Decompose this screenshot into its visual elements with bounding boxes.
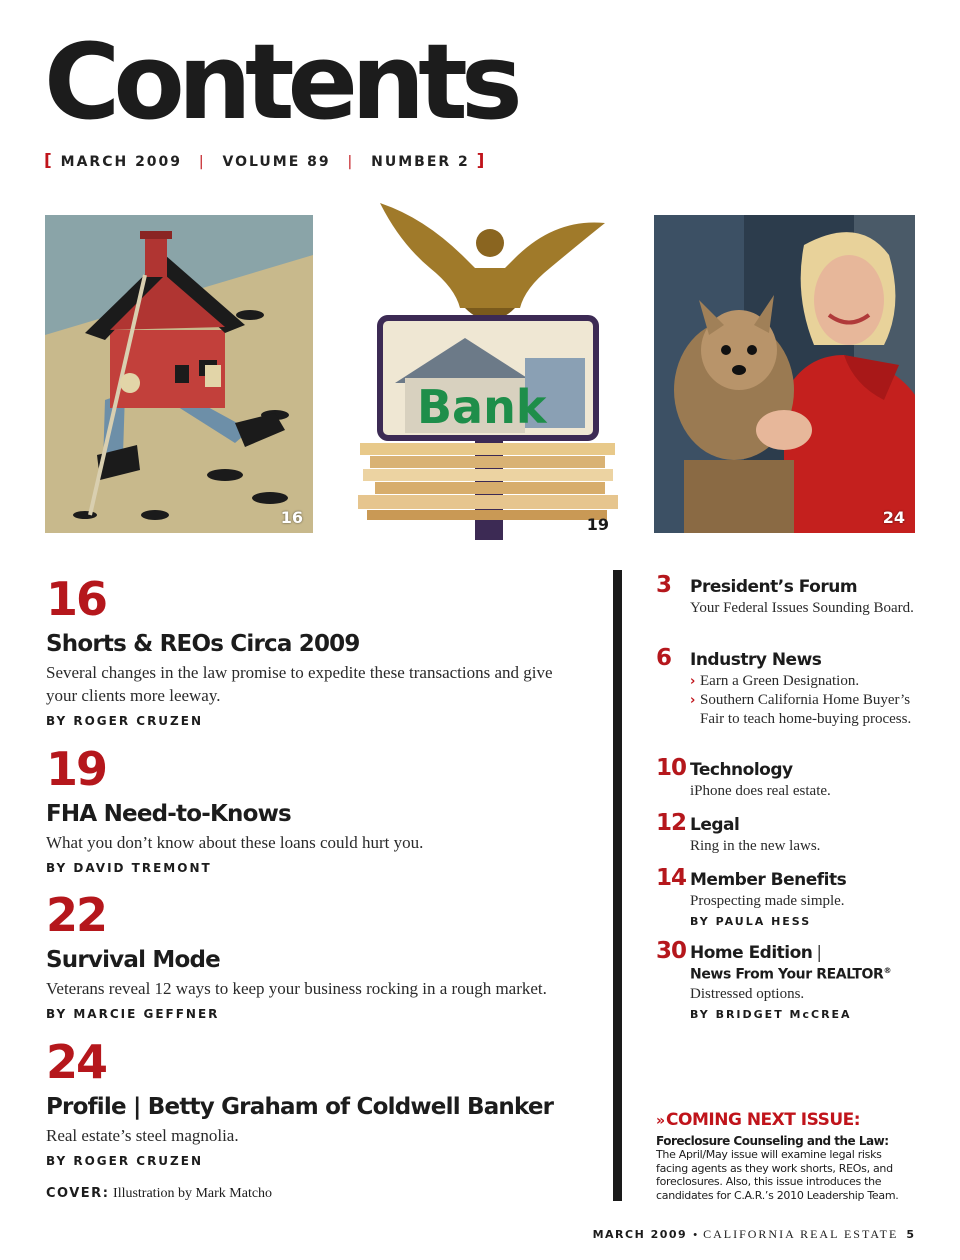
department-page-number: 12: [656, 810, 687, 836]
footer-magazine-name: CALIFORNIA REAL ESTATE: [703, 1227, 899, 1241]
department-byline: BY BRIDGET McCREA: [690, 1007, 852, 1021]
department-title[interactable]: Technology: [690, 760, 793, 780]
issue-number: NUMBER 2: [371, 154, 470, 170]
cover-value: Illustration by Mark Matcho: [113, 1186, 273, 1201]
feature-page-number: 16: [46, 572, 107, 626]
photo-page-number: 16: [280, 508, 303, 527]
issue-info: [44, 151, 486, 171]
issue-volume: VOLUME 89: [222, 154, 331, 170]
issue-separator: |: [198, 154, 206, 170]
department-page-number: 6: [656, 645, 672, 671]
bullet-item: [690, 691, 916, 729]
feature-page-number: 24: [46, 1035, 107, 1089]
feature-page-number: 19: [46, 742, 107, 796]
department-title[interactable]: Industry News: [690, 650, 822, 670]
feature-headline[interactable]: Survival Mode: [46, 947, 220, 973]
registered-mark: ®: [883, 966, 892, 975]
feature-item[interactable]: [46, 1035, 586, 1168]
feature-byline: BY MARCIE GEFFNER: [46, 1007, 220, 1021]
feature-page-number: 22: [46, 888, 107, 942]
page-title: Contents: [44, 21, 516, 143]
next-issue-title: COMING NEXT ISSUE:: [666, 1110, 861, 1130]
department-item[interactable]: [656, 867, 916, 928]
next-issue-body: The April/May issue will examine legal risks facing agents as they work shorts, REOs, and foreclosures. Also, this issue introduces the candidates for C.A.R.’s 2010 Leadership Team.: [656, 1148, 899, 1202]
feature-description: Veterans reveal 12 ways to keep your business rocking in a rough market.: [46, 979, 547, 998]
department-description: Prospecting made simple.: [690, 893, 845, 909]
department-bullets: [656, 672, 916, 729]
feature-item[interactable]: [46, 742, 586, 875]
department-description: Ring in the new laws.: [690, 838, 821, 854]
department-title[interactable]: [690, 943, 822, 963]
eagle-federal-bank-sign-illustration: [355, 198, 623, 540]
cover-credit: [46, 1185, 272, 1202]
bullet-text: Earn a Green Designation.: [700, 673, 860, 689]
sign-bank-text: Bank: [417, 380, 547, 434]
department-byline: BY PAULA HESS: [690, 915, 812, 928]
department-page-number: 3: [656, 572, 672, 598]
feature-headline[interactable]: Profile | Betty Graham of Coldwell Banker: [46, 1094, 554, 1120]
feature-item[interactable]: [46, 572, 586, 728]
feature-image-profile[interactable]: [654, 215, 915, 533]
bracket-open: [: [44, 151, 54, 171]
chevron-right-icon: ›: [690, 674, 696, 689]
column-divider: [613, 570, 622, 1201]
bracket-close: ]: [476, 151, 487, 171]
department-page-number: 10: [656, 755, 687, 781]
department-title[interactable]: Legal: [690, 815, 740, 835]
photo-page-number: 24: [882, 508, 905, 527]
footer-month: MARCH 2009: [592, 1228, 688, 1241]
coming-next-issue: [656, 1110, 916, 1202]
department-title[interactable]: Member Benefits: [690, 870, 847, 890]
bullet-item: [690, 672, 916, 691]
woman-with-yorkie-photo: [654, 215, 915, 533]
issue-month: MARCH 2009: [60, 154, 183, 170]
feature-headline[interactable]: FHA Need-to-Knows: [46, 801, 291, 827]
issue-separator: |: [347, 154, 355, 170]
feature-byline: BY DAVID TREMONT: [46, 861, 212, 875]
feature-byline: BY ROGER CRUZEN: [46, 1154, 203, 1168]
feature-item[interactable]: [46, 888, 586, 1021]
department-description: Your Federal Issues Sounding Board.: [690, 600, 914, 616]
title-separator: |: [816, 943, 822, 963]
double-chevron-icon: »: [656, 1113, 663, 1129]
feature-description: What you don’t know about these loans could hurt you.: [46, 833, 424, 852]
department-title-text: Home Edition: [690, 943, 813, 963]
department-item[interactable]: [656, 812, 916, 856]
photo-page-number: 19: [586, 515, 609, 534]
next-issue-subtitle: Foreclosure Counseling and the Law:: [656, 1134, 889, 1148]
feature-byline: BY ROGER CRUZEN: [46, 714, 203, 728]
cover-label: COVER:: [46, 1186, 110, 1201]
feature-headline[interactable]: Shorts & REOs Circa 2009: [46, 631, 360, 657]
footer-page-number: 5: [906, 1228, 914, 1241]
house-walking-illustration: [45, 215, 313, 533]
feature-image-house[interactable]: [45, 215, 313, 533]
department-subtitle: [656, 966, 916, 983]
chevron-right-icon: ›: [690, 693, 696, 708]
department-title[interactable]: President’s Forum: [690, 577, 858, 597]
feature-description: Several changes in the law promise to expedite these transactions and give your clients more leeway.: [46, 663, 553, 705]
footer-bullet: •: [693, 1229, 698, 1241]
department-description: iPhone does real estate.: [690, 783, 831, 799]
feature-description: Real estate’s steel magnolia.: [46, 1126, 239, 1145]
department-item[interactable]: [656, 757, 916, 801]
bullet-text: Southern California Home Buyer’s Fair to teach home-buying process.: [700, 692, 912, 727]
department-item[interactable]: [656, 940, 916, 1021]
next-issue-heading: [656, 1110, 916, 1130]
department-page-number: 30: [656, 938, 687, 964]
feature-image-bank[interactable]: [355, 198, 623, 540]
department-subtitle-text: News From Your REALTOR: [690, 966, 884, 983]
department-description: Distressed options.: [690, 985, 805, 1002]
department-item[interactable]: [656, 647, 916, 729]
department-page-number: 14: [656, 865, 687, 891]
department-item[interactable]: [656, 574, 916, 618]
page-footer: [593, 1227, 914, 1242]
